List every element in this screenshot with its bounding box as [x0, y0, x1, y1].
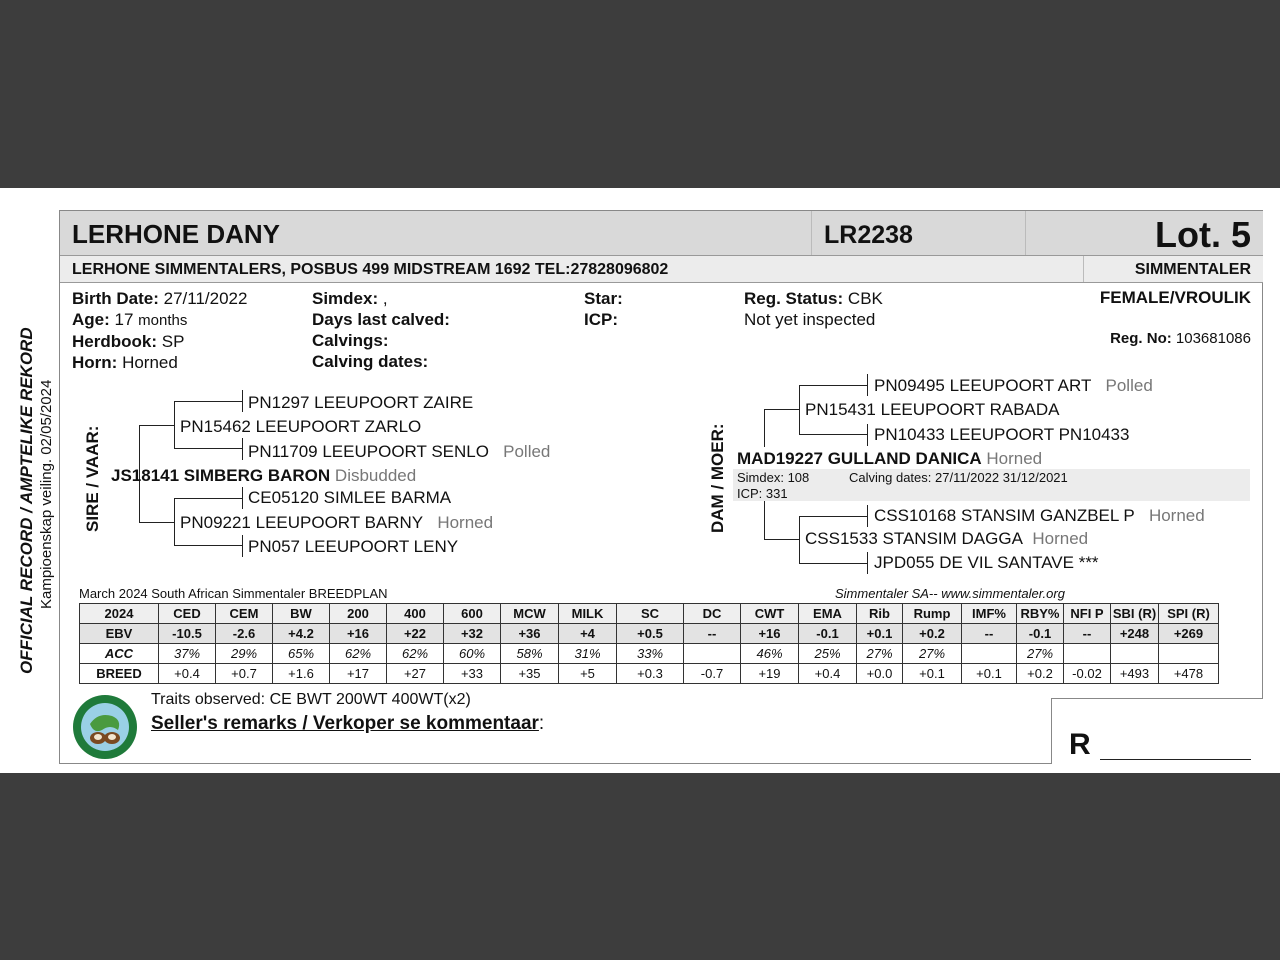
acc-cell: 46% — [741, 644, 799, 664]
sire-sire: PN15462 LEEUPOORT ZARLO — [180, 417, 422, 436]
sire-horn: Disbudded — [334, 466, 417, 485]
breed-name: SIMMENTALER — [1134, 261, 1251, 278]
breed-row — [80, 664, 1219, 684]
dam-dam-sire-horn: Horned — [1148, 506, 1205, 525]
ebv-cell: -- — [684, 624, 741, 644]
dam-name — [737, 449, 1042, 469]
reg-no-value: 103681086 — [1175, 330, 1251, 347]
ebv-header-row — [80, 604, 1219, 624]
dam-simdex: Simdex: 108 — [737, 470, 810, 485]
headers-cell: MCW — [501, 604, 559, 624]
dam-calving-dates: Calving dates: 27/11/2022 31/12/2021 — [849, 470, 1068, 485]
ebv-cell: +248 — [1111, 624, 1159, 644]
herdbook-value: SP — [161, 332, 185, 351]
dam-branch-line — [867, 552, 868, 574]
sellers-remarks-label: Seller's remarks / Verkoper se kommentaar — [151, 713, 539, 734]
headers-cell: SBI (R) — [1111, 604, 1159, 624]
reg-status-value: CBK — [847, 289, 883, 308]
dam-branch-line — [799, 516, 800, 563]
star-label: Star: — [584, 289, 623, 308]
title-divider — [811, 211, 812, 255]
breed-cell: +0.1 — [962, 664, 1017, 684]
dam-dam-sire — [874, 506, 1205, 526]
sire-dam — [180, 513, 493, 533]
acc-cell — [1111, 644, 1159, 664]
calvings-label: Calvings: — [312, 331, 389, 350]
ebv-cell: +0.2 — [903, 624, 962, 644]
acc-cell: 62% — [387, 644, 444, 664]
breed-cell: -0.02 — [1064, 664, 1111, 684]
acc-cell: 27% — [857, 644, 903, 664]
details-col-4 — [744, 288, 883, 330]
ebv-cell: EBV — [80, 624, 159, 644]
dam-dam-horn: Horned — [1032, 529, 1089, 548]
acc-cell — [1064, 644, 1111, 664]
acc-row — [80, 644, 1219, 664]
lot-number: Lot. 5 — [1155, 214, 1251, 255]
dam-dam-sire-name: CSS10168 STANSIM GANZBEL P — [874, 506, 1135, 525]
sire-branch-line — [174, 498, 242, 499]
dam-sire-sire-horn: Polled — [1105, 376, 1153, 395]
headers-cell: EMA — [799, 604, 857, 624]
ebv-cell: -- — [1064, 624, 1111, 644]
headers-cell: DC — [684, 604, 741, 624]
age-unit: months — [138, 312, 188, 329]
breed-cell: +0.0 — [857, 664, 903, 684]
acc-cell: 62% — [330, 644, 387, 664]
sire-dam-sire: CE05120 SIMLEE BARMA — [248, 488, 452, 507]
sire-branch-line — [174, 545, 242, 546]
ebv-cell: +16 — [330, 624, 387, 644]
headers-cell: 200 — [330, 604, 387, 624]
sire-branch-line — [174, 401, 242, 402]
birth-date-label: Birth Date: — [72, 289, 159, 308]
headers-cell: SPI (R) — [1159, 604, 1219, 624]
breed-cell: +0.2 — [1017, 664, 1064, 684]
acc-cell: 37% — [159, 644, 216, 664]
dam-horn: Horned — [986, 449, 1043, 468]
dam-branch-line — [799, 385, 800, 434]
acc-cell — [684, 644, 741, 664]
acc-cell: 29% — [216, 644, 273, 664]
sire-dam-dam: PN057 LEEUPOORT LENY — [248, 537, 459, 556]
animal-name: LERHONE DANY — [72, 219, 281, 249]
sire-sire-dam-horn: Polled — [503, 442, 551, 461]
horn-value: Horned — [122, 353, 178, 372]
acc-cell: 33% — [617, 644, 684, 664]
dam-branch-line — [764, 409, 765, 447]
ebv-cell: +32 — [444, 624, 501, 644]
simmentaler-logo — [72, 694, 138, 760]
headers-cell: 400 — [387, 604, 444, 624]
breed-cell: +493 — [1111, 664, 1159, 684]
dam-sire-dam: PN10433 LEEUPOORT PN10433 — [874, 425, 1130, 444]
ebv-cell: +269 — [1159, 624, 1219, 644]
sire-dam-horn: Horned — [437, 513, 494, 532]
breed-cell: +0.7 — [216, 664, 273, 684]
dam-dam — [805, 529, 1088, 549]
dam-dam-dam: JPD055 DE VIL SANTAVE *** — [874, 553, 1099, 572]
headers-cell: 2024 — [80, 604, 159, 624]
sire-sire-dam — [248, 442, 550, 462]
acc-cell: 60% — [444, 644, 501, 664]
ebv-cell: +0.1 — [857, 624, 903, 644]
acc-cell — [962, 644, 1017, 664]
acc-cell: ACC — [80, 644, 159, 664]
breed-cell: +0.4 — [799, 664, 857, 684]
ebv-cell: +16 — [741, 624, 799, 644]
breed-cell: +0.4 — [159, 664, 216, 684]
sire-dam-name: PN09221 LEEUPOORT BARNY — [180, 513, 424, 532]
details-col-1 — [72, 288, 247, 373]
dam-branch-line — [867, 505, 868, 527]
breed-cell: +35 — [501, 664, 559, 684]
auction-date-label: Kampioenskap veiling. 02/05/2024 — [38, 379, 55, 609]
dam-branch-line — [764, 409, 799, 410]
dam-branch-line — [799, 563, 867, 564]
acc-cell: 58% — [501, 644, 559, 664]
headers-cell: CEM — [216, 604, 273, 624]
ebv-cell: -10.5 — [159, 624, 216, 644]
breedplan-title: March 2024 South African Simmentaler BREEDPLAN — [79, 586, 388, 601]
headers-cell: RBY% — [1017, 604, 1064, 624]
headers-cell: IMF% — [962, 604, 1017, 624]
simdex-value: , — [382, 289, 388, 308]
ebv-row — [80, 624, 1219, 644]
sire-sire-dam-name: PN11709 LEEUPOORT SENLO — [248, 442, 489, 461]
dam-sire: PN15431 LEEUPOORT RABADA — [805, 400, 1060, 419]
breedplan-website: Simmentaler SA-- www.simmentaler.org — [835, 586, 1065, 601]
breed-cell: +5 — [559, 664, 617, 684]
ebv-cell: +0.5 — [617, 624, 684, 644]
dam-branch-line — [764, 501, 765, 539]
dam-label: DAM / MOER: — [708, 423, 727, 533]
days-last-calved-label: Days last calved: — [312, 310, 450, 329]
birth-date-value: 27/11/2022 — [163, 289, 248, 308]
headers-cell: MILK — [559, 604, 617, 624]
sire-branch-line — [174, 401, 175, 448]
dam-branch-line — [799, 385, 867, 386]
headers-cell: Rib — [857, 604, 903, 624]
official-record-label: OFFICIAL RECORD / AMPTELIKE REKORD — [17, 327, 36, 674]
sire-branch-line — [242, 438, 243, 460]
acc-cell: 25% — [799, 644, 857, 664]
calving-dates-label: Calving dates: — [312, 352, 429, 371]
price-line[interactable] — [1100, 759, 1251, 760]
headers-cell: Rump — [903, 604, 962, 624]
dam-branch-line — [799, 516, 867, 517]
breed-cell: +17 — [330, 664, 387, 684]
ebv-cell: -0.1 — [1017, 624, 1064, 644]
title-divider — [1025, 211, 1026, 255]
headers-cell: 600 — [444, 604, 501, 624]
ebv-table — [79, 603, 1219, 684]
price-prefix: R — [1069, 728, 1091, 761]
sire-sire-sire: PN1297 LEEUPOORT ZAIRE — [248, 393, 474, 412]
horn-label: Horn: — [72, 353, 118, 372]
breed-cell: +1.6 — [273, 664, 330, 684]
dam-dam-name: CSS1533 STANSIM DAGGA — [805, 529, 1023, 548]
sellers-remarks — [151, 713, 544, 735]
reg-number — [1110, 330, 1251, 347]
sire-label: SIRE / VAAR: — [83, 425, 102, 532]
dam-branch-line — [799, 434, 867, 435]
sire-branch-line — [242, 487, 243, 509]
ebv-cell: -2.6 — [216, 624, 273, 644]
dam-sire-sire-name: PN09495 LEEUPOORT ART — [874, 376, 1092, 395]
headers-cell: NFI P — [1064, 604, 1111, 624]
sire-branch-line — [242, 535, 243, 557]
ebv-cell: -0.1 — [799, 624, 857, 644]
acc-cell: 27% — [1017, 644, 1064, 664]
dam-icp: ICP: 331 — [737, 486, 788, 501]
ebv-cell: +4 — [559, 624, 617, 644]
sire-name-text: JS18141 SIMBERG BARON — [111, 466, 331, 485]
icp-label: ICP: — [584, 310, 618, 329]
breed-cell: +27 — [387, 664, 444, 684]
simdex-label: Simdex: — [312, 289, 379, 308]
breeder-divider — [1083, 256, 1084, 282]
ebv-cell: -- — [962, 624, 1017, 644]
breed-cell: +478 — [1159, 664, 1219, 684]
breed-cell: -0.7 — [684, 664, 741, 684]
sire-branch-line — [139, 425, 174, 426]
ebv-cell: +22 — [387, 624, 444, 644]
dam-branch-line — [867, 424, 868, 446]
sex-label: FEMALE/VROULIK — [1099, 288, 1251, 307]
headers-cell: BW — [273, 604, 330, 624]
details-col-2 — [312, 288, 450, 372]
dam-name-text: MAD19227 GULLAND DANICA — [737, 449, 982, 468]
breed-cell: +19 — [741, 664, 799, 684]
breeder-address: LERHONE SIMMENTALERS, POSBUS 499 MIDSTREAM 1692 TEL:27828096802 — [72, 261, 669, 278]
breed-cell: +33 — [444, 664, 501, 684]
ebv-cell: +4.2 — [273, 624, 330, 644]
age-value: 17 — [114, 310, 134, 329]
acc-cell: 31% — [559, 644, 617, 664]
acc-cell: 65% — [273, 644, 330, 664]
breed-cell: +0.1 — [903, 664, 962, 684]
headers-cell: SC — [617, 604, 684, 624]
traits-observed: Traits observed: CE BWT 200WT 400WT(x2) — [151, 691, 471, 708]
sire-branch-line — [242, 390, 243, 412]
breed-cell: BREED — [80, 664, 159, 684]
breed-cell: +0.3 — [617, 664, 684, 684]
catalog-card — [0, 188, 1280, 773]
dam-sire-sire — [874, 376, 1153, 396]
dam-branch-line — [764, 539, 799, 540]
reg-no-label: Reg. No: — [1110, 330, 1172, 347]
headers-cell: CWT — [741, 604, 799, 624]
ebv-cell: +36 — [501, 624, 559, 644]
sire-branch-line — [174, 498, 175, 545]
sire-branch-line — [139, 522, 174, 523]
sellers-remarks-colon: : — [538, 713, 545, 734]
dam-branch-line — [867, 374, 868, 396]
sire-name — [111, 466, 416, 486]
age-label: Age: — [72, 310, 110, 329]
sire-branch-line — [174, 448, 242, 449]
inspection-status: Not yet inspected — [744, 310, 876, 329]
reg-status-label: Reg. Status: — [744, 289, 844, 308]
animal-id-code: LR2238 — [824, 221, 913, 249]
details-col-3 — [584, 288, 623, 330]
herdbook-label: Herdbook: — [72, 332, 157, 351]
acc-cell: 27% — [903, 644, 962, 664]
acc-cell — [1159, 644, 1219, 664]
headers-cell: CED — [159, 604, 216, 624]
